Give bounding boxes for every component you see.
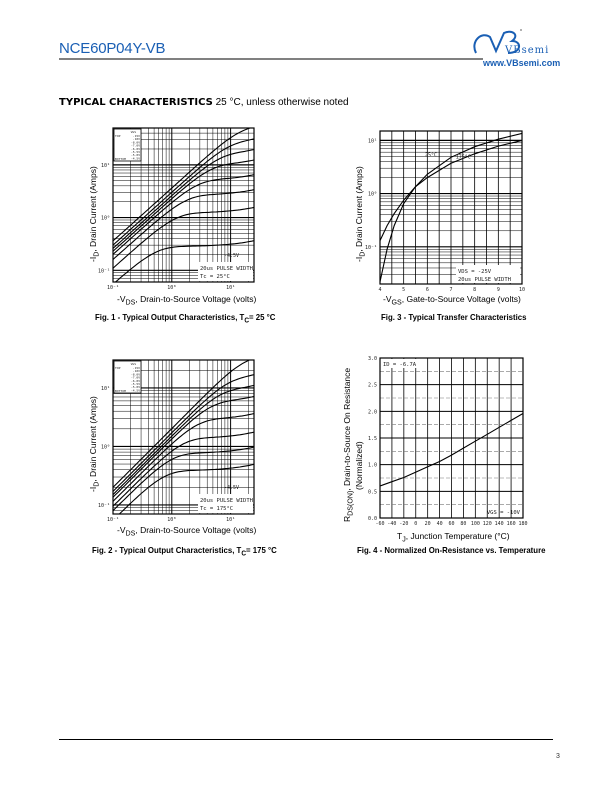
- fig1-ytick-label: 10¹: [100, 162, 110, 169]
- fig2-ylabel-sub: D: [92, 481, 101, 487]
- fig3-plot: [365, 131, 525, 293]
- fig1-series-3: [113, 160, 254, 251]
- fig1-plot: [98, 127, 254, 291]
- fig4-ytick-label: 2.0: [367, 409, 377, 416]
- fig4-caption-main: Fig. 4 - Normalized On-Resistance vs. Temperature: [357, 545, 546, 555]
- fig2-series-2: [113, 385, 254, 494]
- fig2-ylabel-pre: -I: [88, 486, 98, 492]
- fig2-legend-value: -4.5V: [130, 388, 140, 393]
- fig2-xtick-label: 10⁰: [167, 517, 177, 523]
- fig4-ytick-label: 1.0: [367, 462, 377, 469]
- fig1-xtick-label: 10¹: [226, 285, 236, 291]
- fig1-caption-sub: C: [244, 316, 250, 325]
- fig4-xtick-label: 40: [436, 521, 443, 527]
- fig4-xlabel-pre: T: [397, 531, 403, 541]
- fig1-xtick-label: 10⁻¹: [106, 285, 120, 291]
- fig1-legend-header: VGS: [130, 130, 136, 134]
- fig1-ylabel-pre: -I: [88, 256, 98, 262]
- fig2-legend-value: -15V: [132, 366, 140, 370]
- fig1-caption: [95, 312, 275, 325]
- fig1-legend-value: -10V: [132, 137, 140, 142]
- fig3-xtick-label: 8: [473, 287, 477, 293]
- fig3-annotation-vds: VDS = -25V: [458, 269, 492, 275]
- section-title: TYPICAL CHARACTERISTICS: [59, 97, 213, 108]
- fig3-ylabel-sub: D: [358, 251, 367, 257]
- fig4-xlabel: [397, 531, 510, 544]
- fig4-xtick-label: 0: [414, 521, 418, 527]
- fig4-ylabel-post: , Drain-to-Source On Resistance: [342, 367, 352, 491]
- fig3-ytick-label: 10⁰: [367, 191, 377, 198]
- fig2-ytick-label: 10¹: [100, 385, 110, 392]
- fig2-caption-tail: = 175 °C: [246, 545, 277, 555]
- fig4-ytick-label: 0.5: [367, 489, 377, 496]
- fig2-annotation-pulse: 20us PULSE WIDTH: [200, 498, 253, 504]
- fig2-annotation-temp: Tc = 175°C: [200, 506, 234, 512]
- fig4-xtick-label: 180: [518, 521, 528, 527]
- fig3-ylabel-post: , Drain Current (Amps): [354, 166, 364, 252]
- fig4-ylabel-sub: DS(ON): [346, 490, 355, 516]
- fig3-xlabel: [383, 294, 521, 307]
- fig1-xtick-label: 10⁰: [167, 285, 177, 291]
- fig1-legend-value: -15V: [132, 134, 140, 138]
- fig3-xlabel-post: , Gate-to-Source Voltage (volts): [401, 294, 521, 304]
- fig3-caption: [381, 312, 526, 322]
- fig1-legend-value: -5.0V: [130, 153, 140, 158]
- fig4-caption: [357, 545, 545, 555]
- fig4-xlabel-post: , Junction Temperature (°C): [405, 531, 510, 541]
- fig1-legend-value: -6.0V: [130, 146, 140, 151]
- fig2-xtick-label: 10¹: [226, 517, 236, 523]
- fig2-legend-value: -5.5V: [130, 382, 140, 386]
- fig3-caption-main: Fig. 3 - Typical Transfer Characteristics: [381, 312, 527, 322]
- fig4-xtick-label: 100: [470, 521, 480, 527]
- brand-name: VBsemi: [505, 45, 550, 56]
- fig4-xtick-label: 140: [494, 521, 504, 527]
- fig2-plot: [98, 358, 254, 523]
- brand-url: www.VBsemi.com: [483, 58, 561, 68]
- fig3-xtick-label: 10: [518, 287, 526, 293]
- fig4-ylabel-line2: (Normalized): [354, 441, 364, 490]
- fig1-caption-main: Fig. 1 - Typical Output Characteristics, T: [95, 312, 245, 322]
- fig2-ytick-label: 10⁰: [100, 444, 110, 451]
- fig2-caption: [92, 545, 277, 558]
- fig3-xtick-label: 5: [402, 287, 406, 293]
- fig4-xtick-label: -60: [375, 521, 385, 527]
- fig3-annotation-175c: 175°C: [455, 154, 471, 161]
- fig4-annotation-id: ID = -6.7A: [383, 362, 417, 368]
- fig4-xtick-label: 80: [460, 521, 467, 527]
- fig2-legend-top: TOP: [115, 366, 121, 370]
- fig3-ytick-label: 10¹: [367, 138, 377, 145]
- fig1-legend-bottom: BOTTOM: [115, 157, 126, 161]
- fig4-annotation-vgs: VGS = -10V: [486, 510, 520, 516]
- fig2-legend-header: VGS: [130, 362, 136, 366]
- part-number: NCE60P04Y-VB: [59, 40, 166, 57]
- fig4-xtick-label: 120: [482, 521, 492, 527]
- fig1-xlabel-sub: DS: [125, 298, 136, 307]
- fig3-annotation-pulse: 20us PULSE WIDTH: [458, 277, 511, 283]
- fig4-plot: [368, 356, 528, 527]
- fig1-ytick-label: 10⁰: [100, 215, 110, 222]
- fig2-ylabel-post: , Drain Current (Amps): [88, 396, 98, 482]
- fig2-xlabel-post: , Drain-to-Source Voltage (volts): [135, 525, 257, 535]
- fig2-xlabel-sub: DS: [125, 529, 136, 538]
- fig1-xlabel: [117, 294, 256, 307]
- fig2-ytick-label: 10⁻¹: [97, 502, 110, 509]
- fig1-legend-top: TOP: [115, 134, 121, 138]
- fig1-legend-value: -5.5V: [130, 150, 140, 154]
- fig4-xtick-label: 160: [506, 521, 516, 527]
- fig4-ytick-label: 0.0: [367, 516, 377, 522]
- fig3-ytick-label: 10⁻¹: [364, 244, 377, 251]
- fig1-legend-value: -8.0V: [130, 140, 140, 145]
- footer-rule: [59, 739, 553, 740]
- fig1-series-4: [113, 175, 254, 255]
- fig1-annotation-pulse: 20us PULSE WIDTH: [200, 266, 253, 272]
- fig3-xtick-label: 6: [425, 287, 429, 293]
- fig3-xlabel-pre: -V: [383, 294, 392, 304]
- fig1-legend-value: -4.5V: [130, 156, 140, 161]
- fig3-xtick-label: 7: [449, 287, 453, 293]
- fig4-ylabel: [342, 368, 355, 522]
- fig3-xtick-label: 9: [496, 287, 500, 293]
- fig2-legend-value: -8.0V: [130, 372, 140, 377]
- fig1-ytick-label: 10⁻¹: [97, 268, 110, 275]
- fig4-xtick-label: -20: [399, 521, 409, 527]
- fig1-caption-tail: = 25 °C: [249, 312, 276, 322]
- fig2-xlabel: [117, 525, 256, 538]
- fig3-ylabel-pre: -I: [354, 256, 364, 262]
- fig2-ylabel: [88, 396, 101, 492]
- fig1-xlabel-pre: -V: [117, 294, 126, 304]
- fig1-series-6: [113, 207, 254, 268]
- fig4-ylabel-pre: R: [342, 515, 352, 522]
- fig4-xlabel-sub: J: [402, 535, 406, 544]
- fig4-ytick-label: 2.5: [367, 382, 377, 389]
- fig3-xtick-label: 4: [378, 287, 382, 293]
- fig1-ylabel: [88, 166, 101, 262]
- fig1-annotation-temp: Tc = 25°C: [200, 274, 230, 280]
- fig4-ytick-label: 1.5: [367, 436, 377, 442]
- fig1-annotation-vgs: -4.5V: [224, 253, 240, 259]
- fig2-legend-value: -6.0V: [130, 378, 140, 383]
- fig2-xlabel-pre: -V: [117, 525, 126, 535]
- fig3-annotation-25c: 25°C: [424, 152, 438, 159]
- fig1-legend-value: -7.0V: [130, 143, 140, 148]
- fig2-xtick-label: 10⁻¹: [106, 517, 120, 523]
- fig4-xtick-label: -40: [387, 521, 397, 527]
- fig4-xtick-label: 60: [448, 521, 455, 527]
- fig2-caption-sub: C: [241, 549, 247, 558]
- fig2-legend-value: -7.0V: [130, 375, 140, 380]
- fig1-ylabel-post: , Drain Current (Amps): [88, 166, 98, 252]
- fig4-ytick-label: 3.0: [367, 356, 377, 362]
- fig1-ylabel-sub: D: [92, 251, 101, 257]
- fig2-legend-value: -10V: [132, 369, 140, 374]
- fig2-legend-bottom: BOTTOM: [115, 389, 126, 393]
- fig2-legend-value: -5.0V: [130, 385, 140, 390]
- page-number: 3: [556, 753, 560, 760]
- fig2-annotation-vgs: -4.5V: [224, 485, 240, 491]
- fig1-xlabel-post: , Drain-to-Source Voltage (volts): [135, 294, 257, 304]
- fig3-ylabel: [354, 166, 367, 262]
- section-subtitle: 25 °C, unless otherwise noted: [215, 97, 349, 108]
- fig2-caption-main: Fig. 2 - Typical Output Characteristics, T: [92, 545, 242, 555]
- fig3-xlabel-sub: GS: [391, 298, 402, 307]
- fig4-xtick-label: 20: [424, 521, 431, 527]
